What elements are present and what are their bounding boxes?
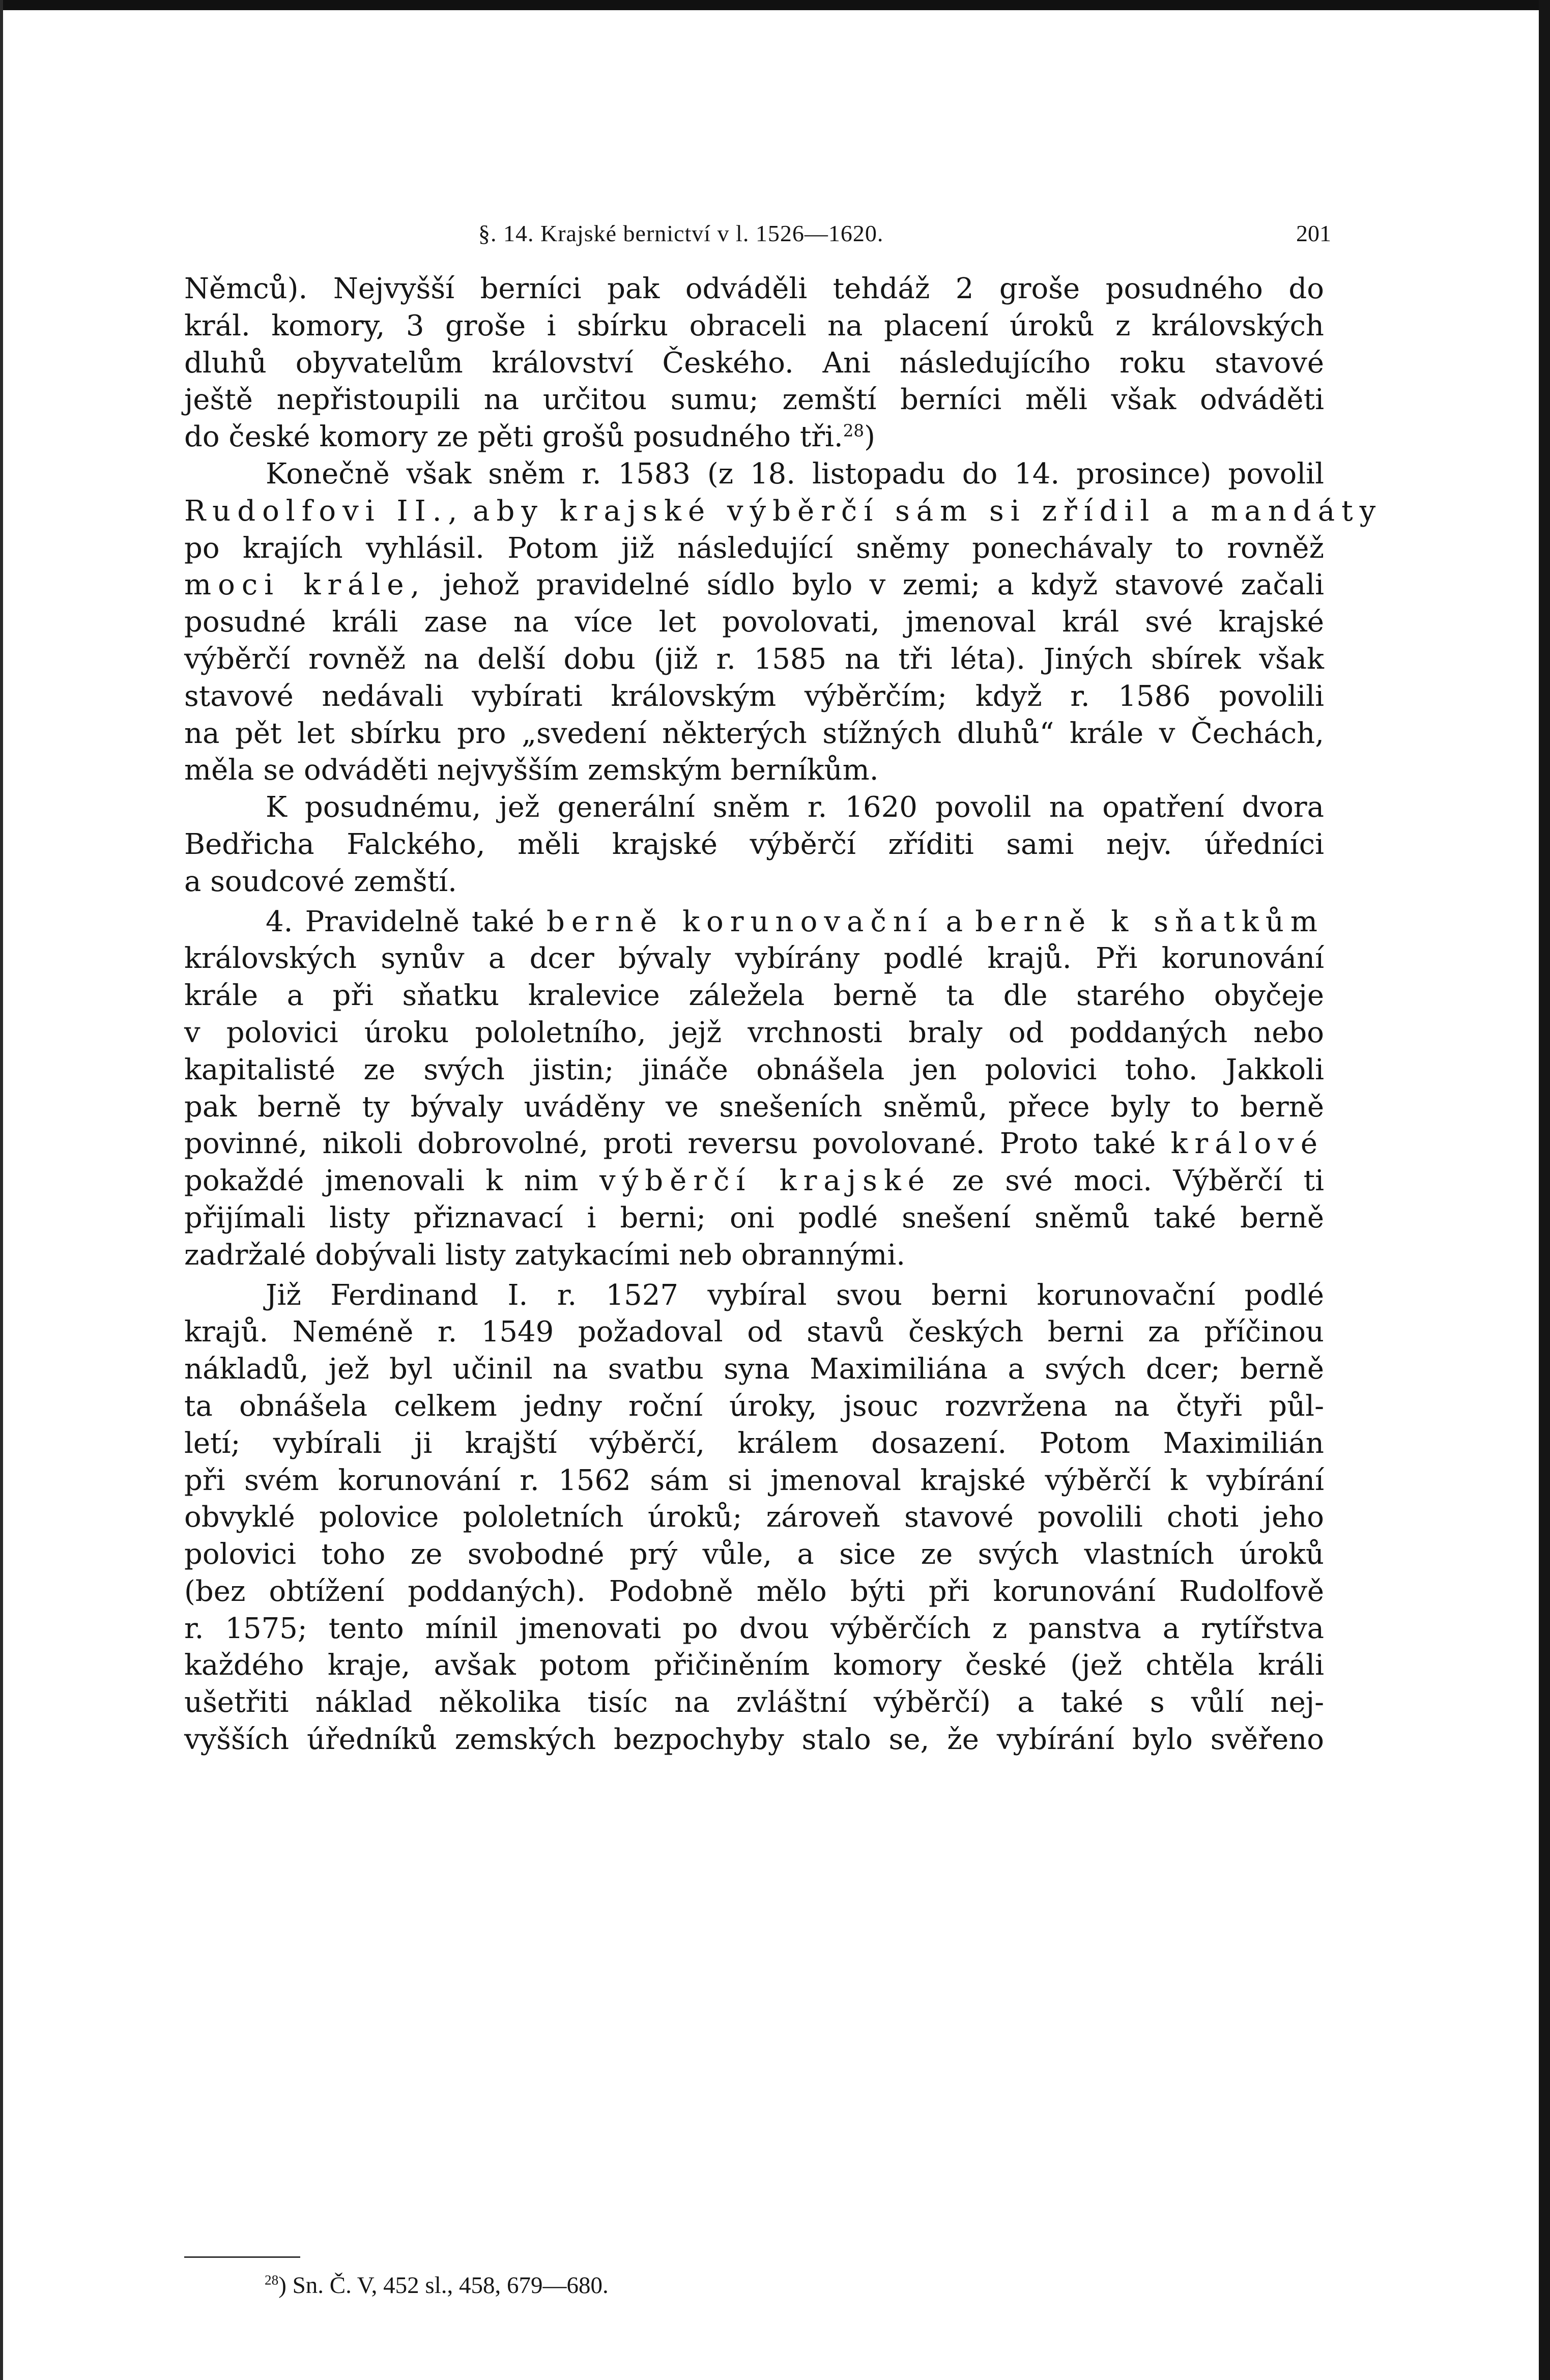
text-line-25 [184,1163,1324,1200]
text-line-39: ušetřiti náklad několika tisíc na zvláštní výběrčí) a také s vůlí nej- [184,1686,1324,1719]
text-line-26: přijímali listy přiznavací i berni; oni podlé snešení sněmů také berně [184,1201,1324,1235]
text-line-37: r. 1575; tento mínil jmenovati po dvou výběrčích z panstva a rytířstva [184,1612,1324,1645]
text-line-23: pak berně ty bývaly uváděny ve snešeních sněmů, přece byly to berně [184,1090,1324,1124]
text-line-5-text: do české komory ze pěti grošů posudného tři. [184,420,843,454]
text-line-32: letí; vybírali ji krajští výběrčí, králem dosazení. Potom Maximilián [184,1426,1324,1460]
text-line-29: krajů. Neméně r. 1549 požadoval od stavů českých berni za příčinou [184,1315,1324,1349]
emphasis-vyberci: aby krajské výběrčí sám si zřídil a mandáty [473,494,1383,528]
footnote-separator [184,2256,300,2258]
emphasis-vyberci-krajske: výběrčí krajské [599,1164,931,1198]
text-line-8: po krajích vyhlásil. Potom již následující sněmy ponechávaly to rovněž [184,531,1324,565]
text-line-15: K posudnému, jež generální sněm r. 1620 povolil na opatření dvora [266,791,1324,824]
text-line-9-rest: jehož pravidelné sídlo bylo v zemi; a když stavové začali [443,568,1324,602]
emphasis-berne-korunovacni: berně korunovační [547,905,934,938]
emphasis-rudolf: Rudolfovi II., [184,494,464,528]
footnote-text: ) Sn. Č. V, 452 sl., 458, 679—680. [278,2272,609,2299]
text-line-17: a soudcové zemští. [184,865,457,898]
footnote-marker: 28 [265,2272,279,2288]
page-number: 201 [1296,220,1331,246]
text-line-16: Bedřicha Falckého, měli krajské výběrčí zříditi sami nejv. úředníci [184,827,1324,861]
text-line-24-start: povinné, nikoli dobrovolné, proti reversu povolované. Proto také [184,1127,1156,1161]
text-line-27: zadržalé dobývali listy zatykacími neb obrannými. [184,1238,906,1272]
text-line-18 [184,904,1324,941]
text-line-20: krále a při sňatku kralevice záleželа berně ta dle starého obyčeje [184,979,1324,1013]
text-line-35: polovici toho ze svobodné prý vůle, a sice ze svých vlastních úroků [184,1538,1324,1571]
scan-edge-right [1539,0,1550,2380]
body-text [184,271,1383,1759]
footnote-28 [265,2272,609,2299]
text-line-6: Konečně však sněm r. 1583 (z 18. listopadu do 14. prosince) povolil [266,457,1324,491]
scan-edge-left [0,0,3,2380]
footnote-ref-28: 28 [843,421,865,441]
footnote-ref-close: ) [864,420,875,454]
text-line-31: ta obnášela celkem jedny roční úroky, jsouc rozvržena na čtyři půl- [184,1389,1324,1423]
text-line-18-start: 4. Pravidelně také [266,905,534,938]
text-line-36: (bez obtížení poddaných). Podobně mělo býti při korunování Rudolfově [184,1574,1324,1608]
text-line-9 [184,567,1324,604]
emphasis-moci-krale: moci krále, [184,568,426,602]
text-line-11: výběrčí rovněž na delší dobu (již r. 1585 na tři léta). Jiných sbírek však [184,642,1324,676]
running-header-title: §. 14. Krajské bernictví v l. 1526—1620. [478,220,884,246]
text-line-13: na pět let sbírku pro „svedení některých stížných dluhů“ krále v Čechách, [184,716,1324,750]
text-line-1: Němců). Nejvyšší berníci pak odváděli tehdáž 2 groše posudného do [184,272,1324,305]
text-line-38: každého kraje, avšak potom přičiněním komory české (jež chtěla králi [184,1649,1324,1682]
text-line-18-and: a [945,905,963,938]
text-line-5 [184,419,1324,456]
text-line-34: obvyklé polovice pololetních úroků; zároveň stavové povolili choti jeho [184,1501,1324,1534]
scan-edge-top [0,0,1550,10]
text-line-19: královských synův a dcer bývaly vybírány podlé krajů. Při korunování [184,942,1324,976]
text-line-24 [184,1126,1324,1163]
text-line-7 [184,493,1383,530]
text-line-2: král. komory, 3 groše i sbírku obraceli na placení úroků z královských [184,309,1324,342]
text-line-25-end: ze své moci. Výběrčí ti [952,1164,1324,1198]
text-line-14: měla se odváděti nejvyšším zemským berníkům. [184,754,879,787]
text-line-3: dluhů obyvatelům království Českého. Ani následujícího roku stavové [184,346,1324,380]
text-line-12: stavové nedávali vybírati královským výběrčím; když r. 1586 povolili [184,679,1324,713]
text-line-22: kapitalisté ze svých jistin; jináče obnášela jen polovici toho. Jakkoli [184,1053,1324,1086]
emphasis-kralove: králové [1170,1127,1324,1161]
text-line-10: posudné králi zase na více let povolovati, jmenoval král své krajské [184,606,1324,639]
emphasis-berne-k-snatkum: berně k sňatkům [975,905,1325,938]
text-line-30: nákladů, jež byl učinil na svatbu syna Maximiliána a svých dcer; berně [184,1353,1324,1386]
text-line-25-start: pokaždé jmenovali k nim [184,1164,579,1198]
text-line-4: ještě nepřistoupili na určitou sumu; zemští berníci měli však odváděti [184,383,1324,417]
text-line-40: vyšších úředníků zemských bezpochyby stalo se, že vybírání bylo svěřeno [184,1723,1324,1757]
text-line-21: v polovici úroku pololetního, jejž vrchnosti braly od poddaných nebo [184,1016,1324,1049]
text-line-33: při svém korunování r. 1562 sám si jmenoval krajské výběrčí k vybírání [184,1464,1324,1497]
text-line-28: Již Ferdinand I. r. 1527 vybíral svou berni korunovační podlé [266,1278,1324,1312]
